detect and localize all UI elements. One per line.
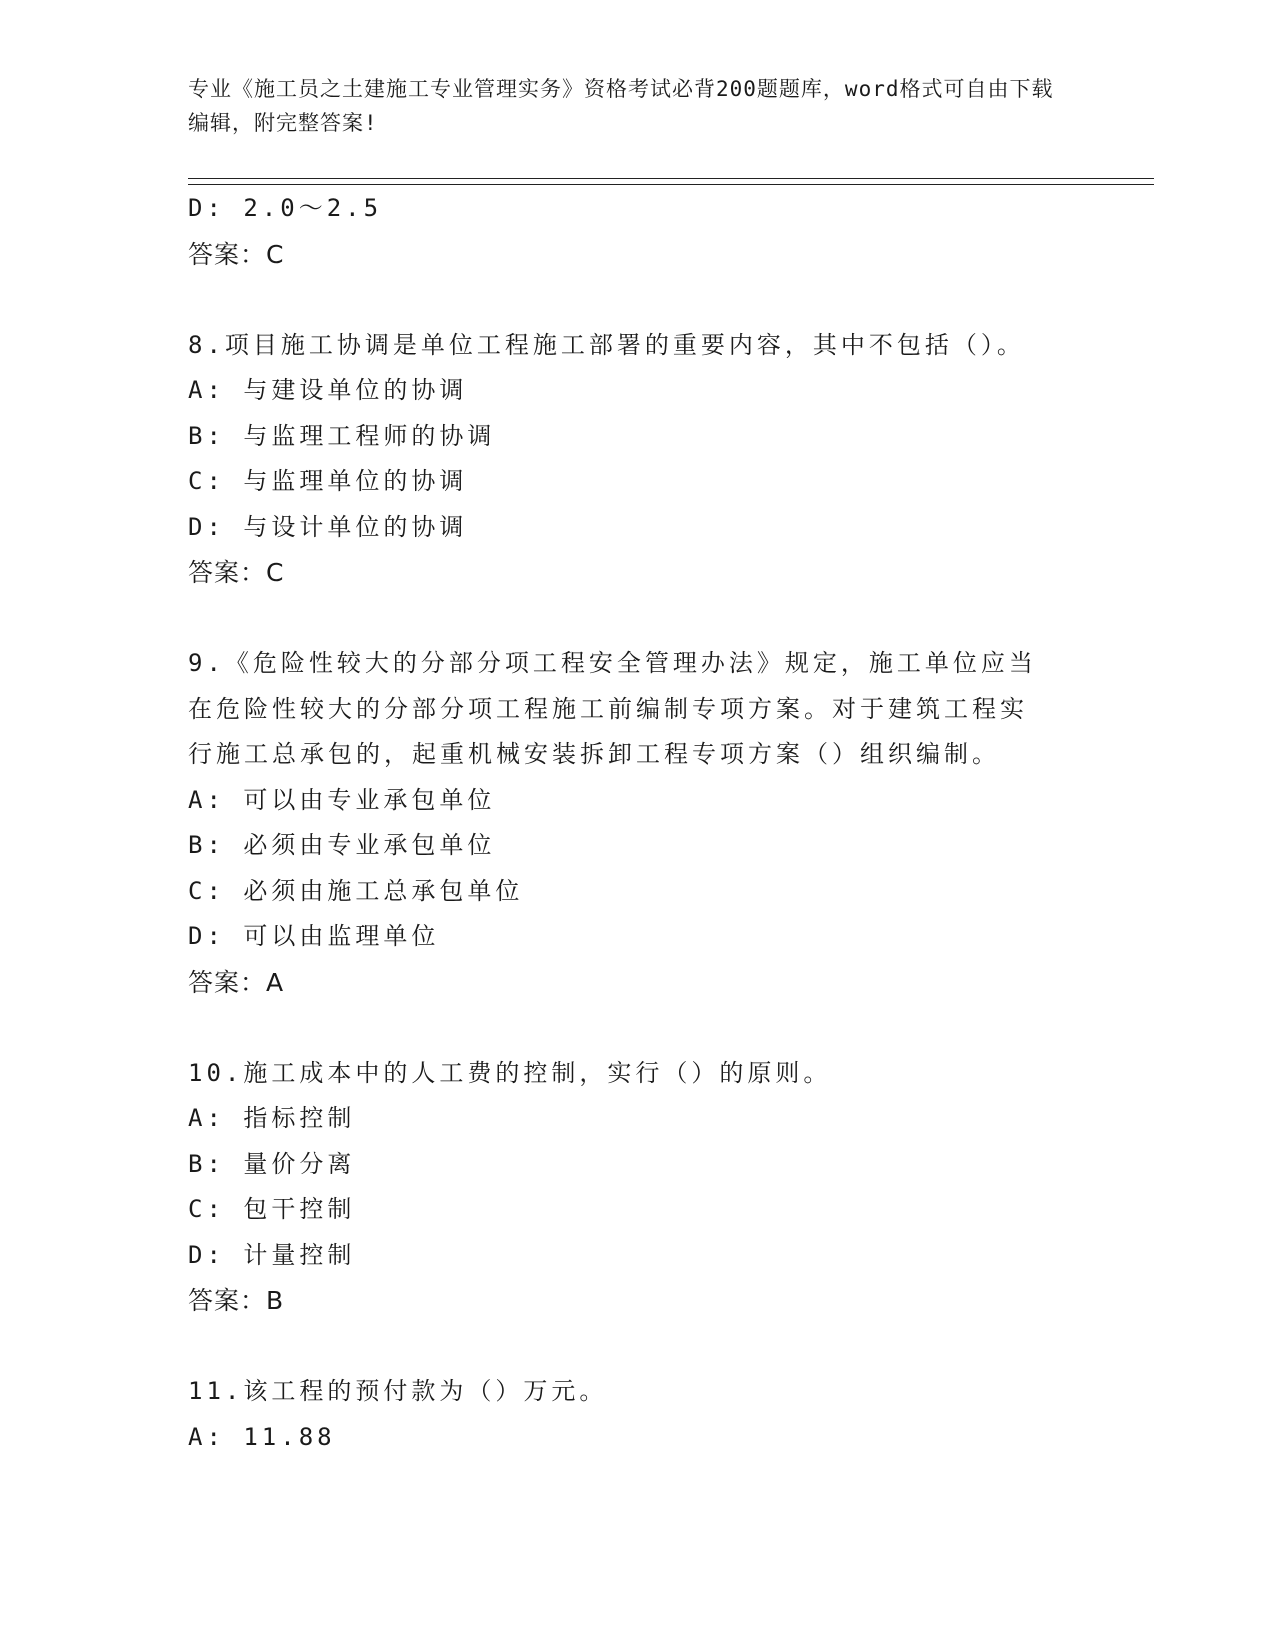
option-b: B: 与监理工程师的协调 bbox=[188, 421, 496, 450]
q7-option-d: D: 2.0～2.5 bbox=[188, 194, 383, 222]
option-c: C: 与监理单位的协调 bbox=[188, 467, 468, 495]
option-b: B: 量价分离 bbox=[188, 1149, 356, 1178]
question-11 bbox=[188, 1369, 1088, 1460]
header-divider bbox=[188, 178, 1154, 185]
option-a: A: 可以由专业承包单位 bbox=[188, 785, 496, 814]
option-c: C: 必须由施工总承包单位 bbox=[188, 876, 524, 905]
question-text: 10.施工成本中的人工费的控制，实行（）的原则。 bbox=[188, 1058, 832, 1087]
question-text-line-3: 行施工总承包的，起重机械安装拆卸工程专项方案（）组织编制。 bbox=[188, 740, 1000, 768]
option-a: A: 与建设单位的协调 bbox=[188, 376, 468, 404]
question-text: 8.项目施工协调是单位工程施工部署的重要内容，其中不包括（）。 bbox=[188, 330, 1025, 359]
spacer bbox=[188, 277, 1088, 323]
question-10 bbox=[188, 1051, 1088, 1324]
question-8 bbox=[188, 323, 1088, 596]
answer: 答案：A bbox=[188, 967, 285, 997]
option-d: D: 计量控制 bbox=[188, 1240, 356, 1269]
option-a: A: 11.88 bbox=[188, 1422, 336, 1451]
spacer bbox=[188, 1005, 1088, 1051]
page-header: 专业《施工员之土建施工专业管理实务》资格考试必背200题题库，word格式可自由下载编辑，附完整答案! bbox=[188, 77, 1054, 135]
option-b: B: 必须由专业承包单位 bbox=[188, 831, 496, 859]
answer: 答案：C bbox=[188, 558, 285, 587]
q7-answer: 答案：C bbox=[188, 239, 285, 269]
spacer bbox=[188, 1324, 1088, 1370]
option-a: A: 指标控制 bbox=[188, 1104, 356, 1132]
option-c: C: 包干控制 bbox=[188, 1195, 356, 1223]
option-d: D: 可以由监理单位 bbox=[188, 922, 440, 950]
answer: 答案：B bbox=[188, 1286, 285, 1315]
question-list bbox=[188, 186, 1088, 1460]
question-9 bbox=[188, 641, 1088, 1005]
spacer bbox=[188, 596, 1088, 642]
option-d: D: 与设计单位的协调 bbox=[188, 512, 468, 541]
question-text-line-2: 在危险性较大的分部分项工程施工前编制专项方案。对于建筑工程实 bbox=[188, 694, 1028, 723]
question-text-line-1: 9.《危险性较大的分部分项工程安全管理办法》规定，施工单位应当 bbox=[188, 649, 1037, 677]
question-text: 11.该工程的预付款为（）万元。 bbox=[188, 1377, 608, 1405]
